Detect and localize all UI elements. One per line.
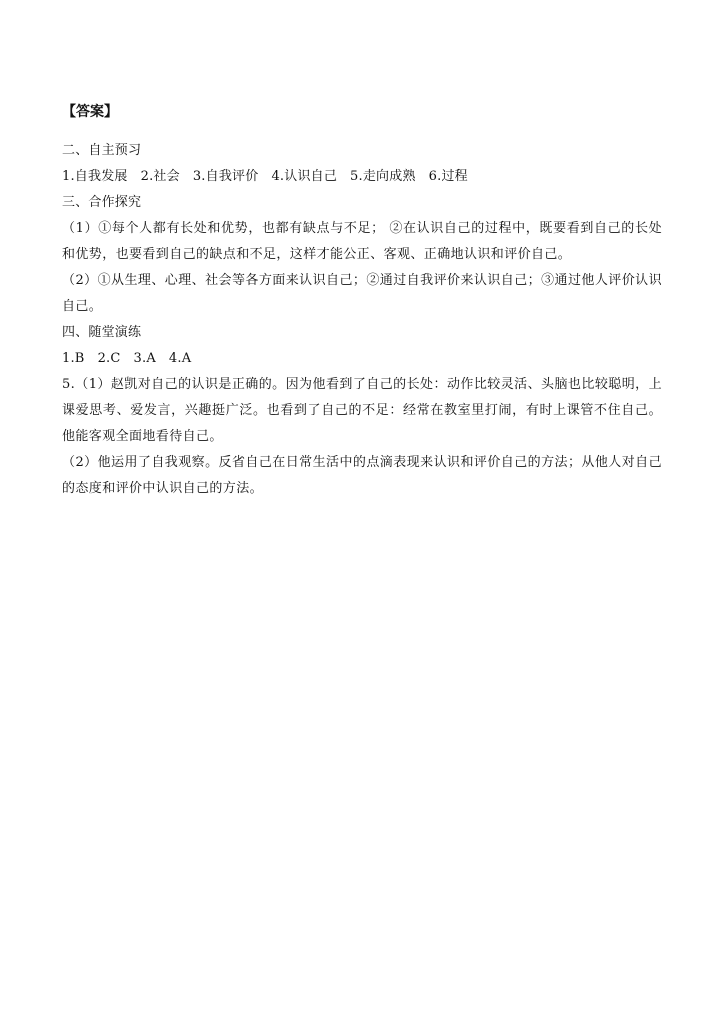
- answer-item: 3.A: [133, 351, 156, 366]
- answer-item: 6.过程: [428, 169, 468, 184]
- section-4-title: 四、随堂演练: [62, 325, 142, 340]
- answer-item: 1.B: [62, 351, 85, 366]
- section-4-answers: [62, 346, 662, 372]
- section-4-answer-5-part-1: 5.（1）赵凯对自己的认识是正确的。因为他看到了自己的长处：动作比较灵活、头脑也比较聪明，上课爱思考、爱发言，兴趣挺广泛。也看到了自己的不足：经常在教室里打闹，有时上课管不住自己。他能客观全面地看待自己。: [62, 377, 662, 444]
- section-2-title: 二、自主预习: [62, 143, 142, 158]
- section-3-title: 三、合作探究: [62, 195, 142, 210]
- answer-item: 3.自我评价: [192, 169, 259, 184]
- section-2-answers: [62, 164, 662, 190]
- answer-item: 4.认识自己: [271, 169, 338, 184]
- answer-item: 2.社会: [140, 169, 180, 184]
- answer-content: [62, 100, 662, 502]
- section-3-answer-1: （1）①每个人都有长处和优势，也都有缺点与不足； ②在认识自己的过程中，既要看到自己的长处和优势，也要看到自己的缺点和不足，这样才能公正、客观、正确地认识和评价自己。: [62, 221, 662, 262]
- answer-item: 5.走向成熟: [350, 169, 416, 184]
- answer-heading: 【答案】: [62, 104, 118, 120]
- answer-item: 4.A: [168, 351, 192, 366]
- answer-item: 1.自我发展: [62, 169, 128, 184]
- section-3-answer-2: （2）①从生理、心理、社会等各方面来认识自己；②通过自我评价来认识自己；③通过他人评价认识自己。: [62, 273, 662, 314]
- section-4-answer-5-part-2: （2）他运用了自我观察。反省自己在日常生活中的点滴表现来认识和评价自己的方法；从他人对自己的态度和评价中认识自己的方法。: [62, 455, 662, 496]
- answer-item: 2.C: [97, 351, 121, 366]
